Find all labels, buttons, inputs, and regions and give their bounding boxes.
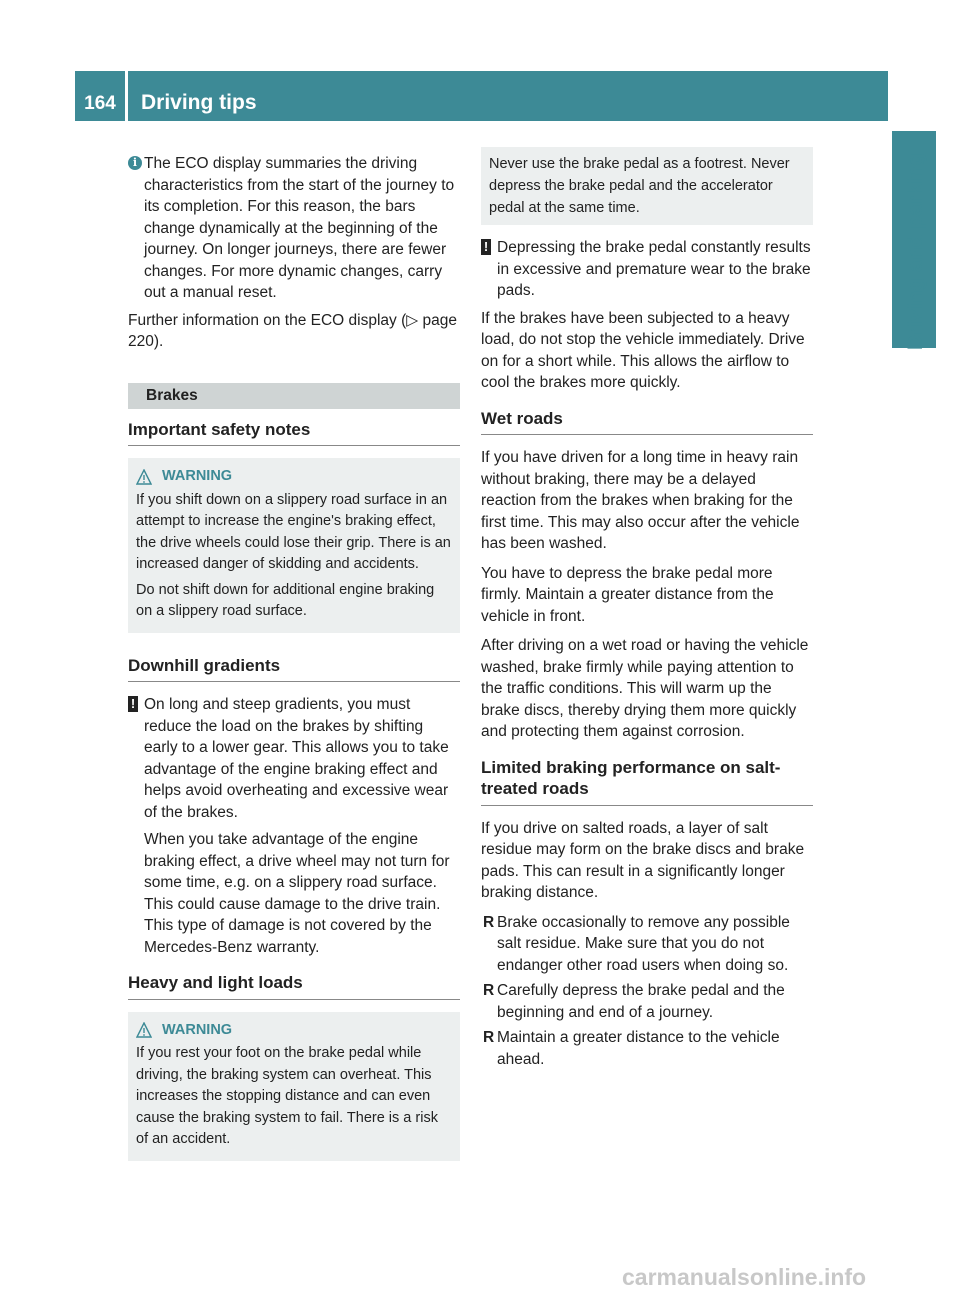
body-text: If you have driven for a long time in heavy rain without braking, there may be a delayed reaction from the brakes when braking for the first time. This may also occur after the vehicle has been washed. [481, 449, 800, 552]
body-text: If the brakes have been subjected to a heavy load, do not stop the vehicle immediately. Drive on for a short while. This allows the airflow to cool the brakes more quickly. [481, 309, 805, 391]
section-heading-brakes: Brakes [128, 383, 460, 409]
list-item [481, 912, 813, 977]
caution-icon: ! [481, 239, 491, 255]
chapter-tab-label: Driving and parking [904, 152, 927, 350]
warning-text: If you rest your foot on the brake pedal while driving, the braking system can overheat. This increases the stopping distance and can even cause the braking system to fail. There is a risk of an accident. [136, 1045, 438, 1147]
list-item [481, 980, 813, 1023]
body-text: After driving on a wet road or having the vehicle washed, brake firmly while paying attention to the traffic conditions. This will warm up the brake discs, thereby drying them more quickly and protecting them against corrosion. [481, 637, 809, 740]
list-item-text: Maintain a greater distance to the vehicle ahead. [497, 1029, 780, 1068]
caution-note-pedal [481, 237, 813, 302]
warning-text: Do not shift down for additional engine braking on a slippery road surface. [136, 581, 435, 619]
page-title: Driving tips [128, 71, 888, 121]
warning-text: If you shift down on a slippery road surface in an attempt to increase the engine's braking effect, the drive wheels could lose their grip. There is an increased danger of skidding and accidents. [136, 491, 451, 572]
caution-note-text: Depressing the brake pedal constantly results in excessive and premature wear to the brake pads. [497, 239, 811, 299]
info-note [128, 153, 460, 304]
further-info-text: Further information on the ECO display (▷ page 220). [128, 311, 457, 350]
caution-note-continued: When you take advantage of the engine braking effect, a drive wheel may not turn for some time, e.g. on a slippery road surface. This could cause damage to the drive train. This type of damage is not covered by the Mercedes-Benz warranty. [144, 831, 450, 956]
warning-title [136, 1020, 452, 1042]
list-item-text: Carefully depress the brake pedal and the beginning and end of a journey. [497, 982, 785, 1021]
caution-icon: ! [128, 696, 138, 712]
subheading-loads: Heavy and light loads [128, 972, 460, 1000]
info-note-text: The ECO display summaries the driving characteristics from the start of the journey to its completion. For this reason, the bars change dynamically at the beginning of the journey. On longer journeys, there are fewer changes. For more dynamic changes, carry out a manual reset. [144, 155, 455, 301]
warning-box-brake-pedal [128, 1012, 460, 1161]
warning-box-downshift [128, 458, 460, 633]
right-column [481, 153, 813, 1074]
warning-title-text: WARNING [162, 468, 233, 484]
info-icon: i [128, 156, 142, 170]
subheading-downhill: Downhill gradients [128, 655, 460, 683]
list-item-text: Brake occasionally to remove any possible salt residue. Make sure that you do not endanger other road users when doing so. [497, 913, 790, 974]
caution-note-text: On long and steep gradients, you must reduce the load on the brakes by shifting early to a lower gear. This allows you to take advantage of the engine braking effect and helps avoid overheating and excessive wear of the brakes. [144, 696, 449, 821]
warning-box-continued: Never use the brake pedal as a footrest. Never depress the brake pedal and the accelerator pedal at the same time. [481, 147, 813, 225]
bullet-mark: R [483, 1029, 495, 1046]
bullet-mark: R [483, 913, 495, 931]
left-column [128, 153, 460, 1183]
warning-title [136, 466, 452, 488]
watermark: carmanualsonline.info [622, 1264, 867, 1290]
list-item [481, 1027, 813, 1070]
caution-note-downhill [128, 694, 460, 823]
page-header [75, 71, 888, 121]
body-text: If you drive on salted roads, a layer of salt residue may form on the brake discs and brake pads. This can result in a significantly longer braking distance. [481, 819, 805, 901]
warning-triangle-icon [136, 1022, 152, 1038]
warning-title-text: WARNING [162, 1021, 233, 1038]
page-number: 164 [75, 71, 125, 121]
bullet-mark: R [483, 982, 495, 999]
body-text: You have to depress the brake pedal more firmly. Maintain a greater distance from the vehicle in front. [481, 564, 774, 625]
subheading-salt-roads: Limited braking performance on salt-treated roads [481, 757, 813, 806]
subheading-wet-roads: Wet roads [481, 408, 813, 436]
subheading-safety-notes: Important safety notes [128, 419, 460, 447]
warning-triangle-icon [136, 469, 152, 485]
